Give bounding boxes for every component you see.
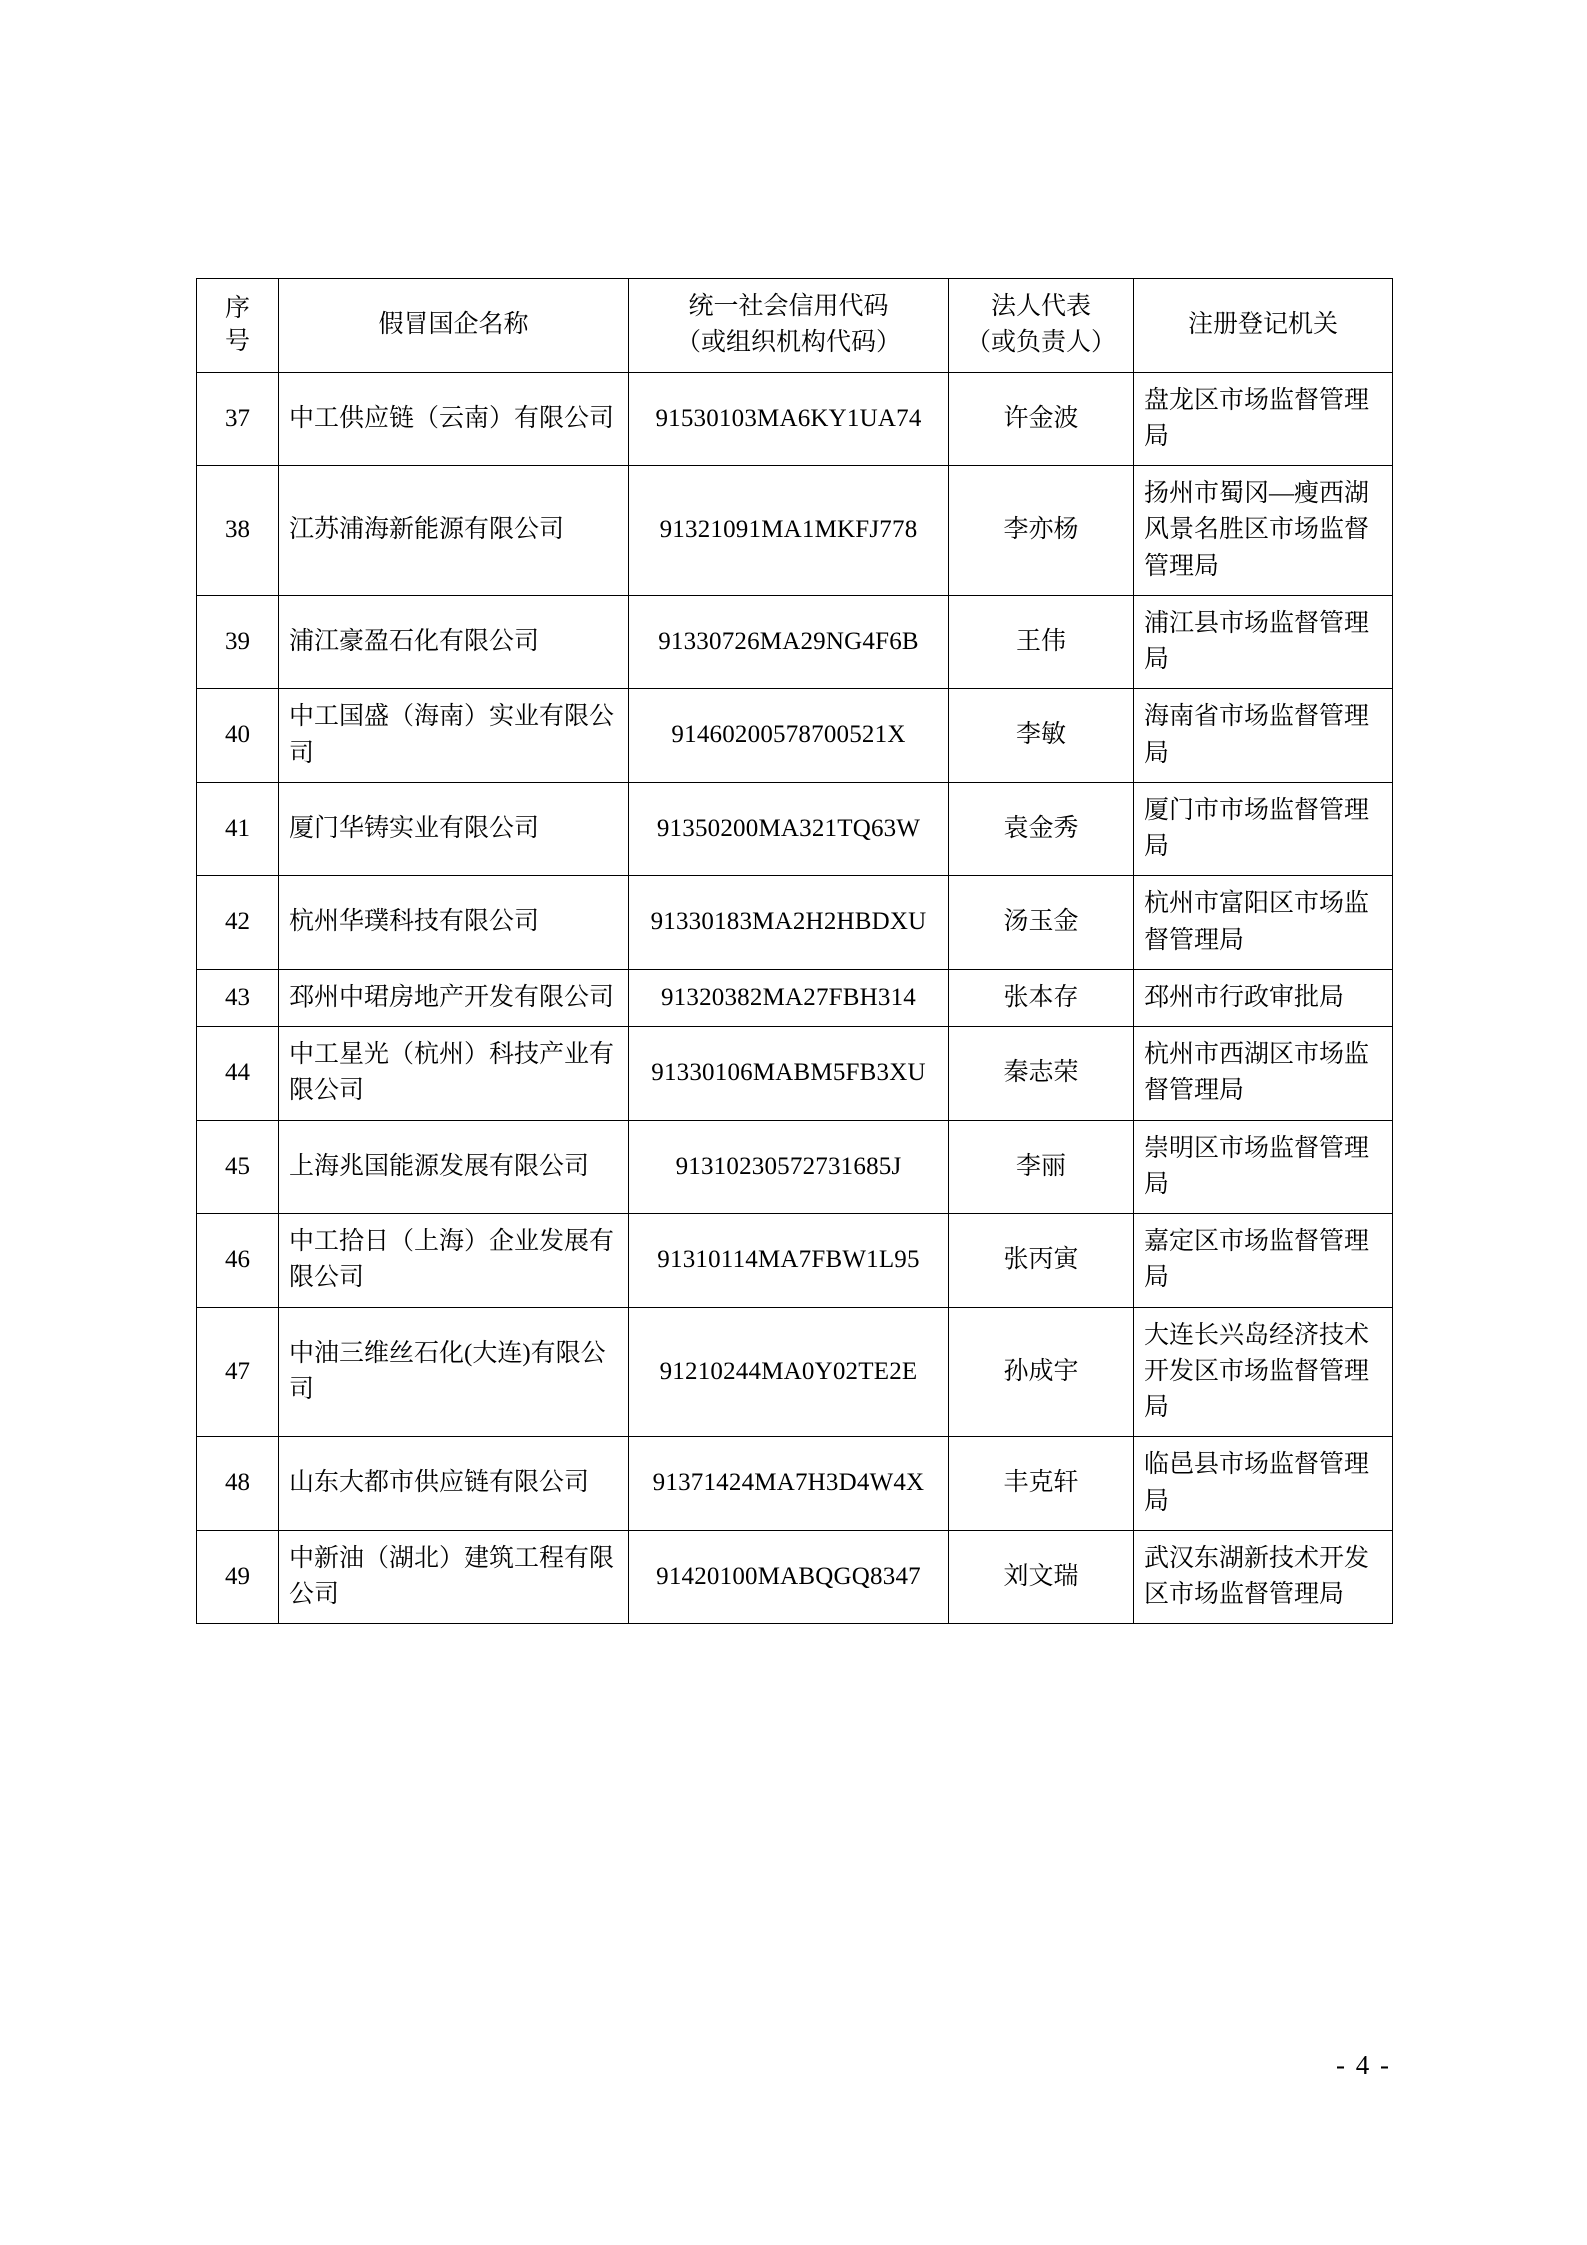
cell-registration-authority: 临邑县市场监督管理局: [1134, 1437, 1393, 1531]
table-row: [197, 969, 1393, 1026]
cell-registration-authority: 武汉东湖新技术开发区市场监督管理局: [1134, 1530, 1393, 1624]
table-row: [197, 595, 1393, 689]
cell-company-name: 浦江豪盈石化有限公司: [279, 595, 629, 689]
cell-credit-code: 91371424MA7H3D4W4X: [629, 1437, 949, 1531]
cell-credit-code: 91310230572731685J: [629, 1120, 949, 1214]
cell-legal-person: 刘文瑞: [949, 1530, 1134, 1624]
cell-credit-code: 91530103MA6KY1UA74: [629, 372, 949, 466]
table-row: [197, 689, 1393, 783]
column-header-legal-person-line2: （或负责人）: [965, 329, 1116, 357]
cell-legal-person: 李丽: [949, 1120, 1134, 1214]
table-row: [197, 372, 1393, 466]
cell-registration-authority: 厦门市市场监督管理局: [1134, 782, 1393, 876]
column-header-legal-person: [949, 279, 1134, 373]
table-row: [197, 1530, 1393, 1624]
cell-legal-person: 李敏: [949, 689, 1134, 783]
cell-legal-person: 汤玉金: [949, 876, 1134, 970]
cell-company-name: 中工星光（杭州）科技产业有限公司: [279, 1027, 629, 1121]
cell-registration-authority: 邳州市行政审批局: [1134, 969, 1393, 1026]
cell-registration-authority: 盘龙区市场监督管理局: [1134, 372, 1393, 466]
cell-registration-authority: 大连长兴岛经济技术开发区市场监督管理局: [1134, 1307, 1393, 1437]
cell-company-name: 邳州中珺房地产开发有限公司: [279, 969, 629, 1026]
table-row: [197, 1437, 1393, 1531]
cell-credit-code: 91350200MA321TQ63W: [629, 782, 949, 876]
cell-registration-authority: 扬州市蜀冈—瘦西湖风景名胜区市场监督管理局: [1134, 466, 1393, 596]
cell-company-name: 中油三维丝石化(大连)有限公司: [279, 1307, 629, 1437]
cell-company-name: 中工拾日（上海）企业发展有限公司: [279, 1214, 629, 1308]
cell-sequence: 40: [197, 689, 279, 783]
cell-sequence: 39: [197, 595, 279, 689]
table-header: [197, 279, 1393, 373]
cell-company-name: 中工供应链（云南）有限公司: [279, 372, 629, 466]
cell-sequence: 46: [197, 1214, 279, 1308]
table-body: [197, 372, 1393, 1624]
cell-company-name: 江苏浦海新能源有限公司: [279, 466, 629, 596]
cell-sequence: 44: [197, 1027, 279, 1121]
column-header-legal-person-line1: 法人代表: [990, 293, 1091, 320]
column-header-sequence: [197, 279, 279, 373]
cell-sequence: 42: [197, 876, 279, 970]
cell-sequence: 43: [197, 969, 279, 1026]
cell-credit-code: 91321091MA1MKFJ778: [629, 466, 949, 596]
page-number: - 4 -: [1336, 2050, 1391, 2080]
column-header-sequence-line2: 号: [224, 328, 250, 356]
table-row: [197, 1120, 1393, 1214]
cell-sequence: 47: [197, 1307, 279, 1437]
table-row: [197, 466, 1393, 596]
column-header-credit-code: [629, 279, 949, 373]
cell-registration-authority: 海南省市场监督管理局: [1134, 689, 1393, 783]
table-header-row: [197, 279, 1393, 373]
cell-credit-code: 91460200578700521X: [629, 689, 949, 783]
cell-company-name: 中新油（湖北）建筑工程有限公司: [279, 1530, 629, 1624]
cell-legal-person: 丰克轩: [949, 1437, 1134, 1531]
cell-credit-code: 91310114MA7FBW1L95: [629, 1214, 949, 1308]
column-header-registration-authority: [1134, 279, 1393, 373]
cell-credit-code: 91210244MA0Y02TE2E: [629, 1307, 949, 1437]
table-row: [197, 1214, 1393, 1308]
cell-legal-person: 许金波: [949, 372, 1134, 466]
cell-company-name: 杭州华璞科技有限公司: [279, 876, 629, 970]
cell-sequence: 37: [197, 372, 279, 466]
cell-legal-person: 王伟: [949, 595, 1134, 689]
column-header-credit-code-line1: 统一社会信用代码: [688, 293, 889, 320]
cell-credit-code: 91420100MABQGQ8347: [629, 1530, 949, 1624]
cell-credit-code: 91330183MA2H2HBDXU: [629, 876, 949, 970]
cell-legal-person: 秦志荣: [949, 1027, 1134, 1121]
cell-legal-person: 袁金秀: [949, 782, 1134, 876]
cell-sequence: 38: [197, 466, 279, 596]
cell-registration-authority: 嘉定区市场监督管理局: [1134, 1214, 1393, 1308]
cell-legal-person: 张丙寅: [949, 1214, 1134, 1308]
table-row: [197, 782, 1393, 876]
cell-registration-authority: 崇明区市场监督管理局: [1134, 1120, 1393, 1214]
cell-company-name: 厦门华铸实业有限公司: [279, 782, 629, 876]
cell-sequence: 49: [197, 1530, 279, 1624]
cell-sequence: 48: [197, 1437, 279, 1531]
cell-company-name: 上海兆国能源发展有限公司: [279, 1120, 629, 1214]
cell-company-name: 中工国盛（海南）实业有限公司: [279, 689, 629, 783]
column-header-company-name-line1: 假冒国企名称: [378, 311, 529, 339]
table-row: [197, 1307, 1393, 1437]
cell-registration-authority: 杭州市富阳区市场监督管理局: [1134, 876, 1393, 970]
cell-credit-code: 91320382MA27FBH314: [629, 969, 949, 1026]
cell-company-name: 山东大都市供应链有限公司: [279, 1437, 629, 1531]
cell-registration-authority: 浦江县市场监督管理局: [1134, 595, 1393, 689]
cell-registration-authority: 杭州市西湖区市场监督管理局: [1134, 1027, 1393, 1121]
table-row: [197, 1027, 1393, 1121]
cell-credit-code: 91330106MABM5FB3XU: [629, 1027, 949, 1121]
fake-soe-table-wrapper: [196, 278, 1392, 1624]
column-header-sequence-line1: 序: [224, 294, 250, 322]
cell-legal-person: 孙成宇: [949, 1307, 1134, 1437]
fake-soe-table: [196, 278, 1393, 1624]
cell-credit-code: 91330726MA29NG4F6B: [629, 595, 949, 689]
table-row: [197, 876, 1393, 970]
cell-sequence: 45: [197, 1120, 279, 1214]
column-header-registration-authority-line1: 注册登记机关: [1187, 311, 1338, 339]
cell-sequence: 41: [197, 782, 279, 876]
column-header-company-name: [279, 279, 629, 373]
column-header-credit-code-line2: （或组织机构代码）: [675, 329, 901, 357]
cell-legal-person: 李亦杨: [949, 466, 1134, 596]
cell-legal-person: 张本存: [949, 969, 1134, 1026]
